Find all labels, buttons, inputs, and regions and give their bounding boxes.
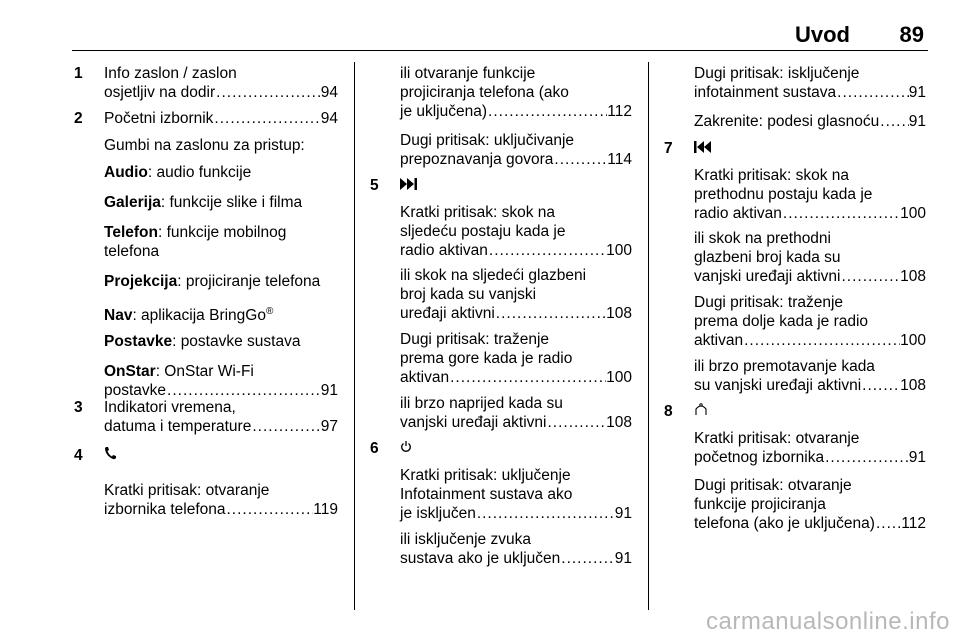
item-text: datuma i temperature [104, 418, 252, 435]
item-text: radio aktivan [694, 205, 782, 222]
list-item [104, 481, 338, 519]
item-text: sustava ako je uključen [400, 550, 561, 567]
toc-line [104, 83, 338, 102]
registered-mark: ® [265, 306, 274, 317]
page-header [72, 0, 928, 51]
item-text: početnog izbornika [694, 449, 825, 466]
item-text: osjetljiv na dodir [104, 84, 216, 101]
page-reference: 91 [908, 449, 926, 466]
item-text: Početni izbornik [104, 110, 214, 127]
toc-line [400, 304, 632, 323]
list-item [400, 466, 632, 523]
item-number: 4 [74, 447, 83, 464]
toc-line [400, 413, 632, 432]
item-text: je uključena) [400, 103, 488, 120]
definition: : aplikacija BringGo [132, 307, 266, 325]
toc-line [694, 204, 926, 223]
page-reference: 112 [901, 515, 926, 532]
toc-line [694, 448, 926, 467]
page-reference: 91 [614, 550, 632, 567]
toc-line [400, 504, 632, 523]
definition: telefona [104, 243, 160, 260]
term: Nav [104, 307, 133, 325]
item-text: ili skok na sljedeći glazbeni [400, 267, 587, 284]
list-item [694, 476, 926, 533]
item-text: infotainment sustava [694, 84, 837, 101]
item-number: 1 [74, 65, 83, 82]
item-text: Dugi pritisak: traženje [400, 331, 550, 348]
toc-line [400, 241, 632, 260]
term: Audio [104, 164, 148, 181]
definition: : OnStar Wi-Fi [155, 363, 254, 380]
toc-line [694, 331, 926, 350]
definition: : funkcije slike i filma [160, 194, 303, 211]
page-reference: 108 [900, 268, 926, 285]
item-text: je isključen [400, 505, 476, 522]
item-text: Kratki pritisak: uključenje [400, 467, 571, 484]
list-item [104, 163, 338, 182]
page-number: 89 [899, 22, 924, 47]
list-item [400, 330, 632, 387]
item-text: Dugi pritisak: otvaranje [694, 477, 852, 494]
toc-line [104, 109, 338, 128]
item-text: aktivan [694, 332, 744, 349]
list-item [400, 131, 632, 169]
page-reference: 119 [313, 501, 338, 518]
item-text: ili otvaranje funkcije [400, 65, 536, 82]
term: Telefon [104, 224, 158, 241]
item-text: Dugi pritisak: traženje [694, 294, 844, 311]
list-item [400, 394, 632, 432]
toc-line [104, 500, 338, 519]
page-reference: 91 [908, 113, 926, 130]
page-reference: 91 [908, 84, 926, 101]
toc-line [694, 83, 926, 102]
item-text: Kratki pritisak: skok na [400, 204, 556, 221]
list-item [104, 136, 338, 155]
item-text: glazbeni broj kada su [694, 249, 841, 266]
list-item [400, 266, 632, 323]
term: Galerija [104, 194, 161, 211]
item-number: 8 [664, 403, 673, 420]
toc-line [400, 102, 632, 121]
item-text: ili brzo premotavanje kada [694, 358, 875, 375]
item-text: broj kada su vanjski [400, 286, 537, 303]
page-reference: 91 [320, 382, 338, 399]
item-text: Kratki pritisak: otvaranje [694, 430, 860, 447]
column-divider [648, 62, 649, 610]
list-item [400, 530, 632, 568]
list-item [104, 109, 338, 128]
power-icon [400, 439, 412, 458]
item-text: projiciranja telefona (ako [400, 84, 569, 101]
item-text: Kratki pritisak: skok na [694, 167, 850, 184]
item-text: prepoznavanja govora [400, 151, 554, 168]
list-item [694, 229, 926, 286]
list-item [694, 293, 926, 350]
definition: : projiciranje telefona [177, 273, 321, 290]
item-text: Dugi pritisak: uključivanje [400, 132, 575, 149]
toc-line [694, 514, 926, 533]
item-text: telefona (ako je uključena) [694, 515, 875, 532]
list-item [694, 64, 926, 102]
item-text: radio aktivan [400, 242, 488, 259]
item-text: ili skok na prethodni [694, 230, 831, 247]
page-reference: 112 [607, 103, 632, 120]
page-reference: 114 [607, 151, 632, 168]
page-reference: 97 [320, 418, 338, 435]
item-number: 5 [370, 177, 379, 194]
item-text: Indikatori vremena, [104, 399, 236, 416]
list-item [694, 139, 926, 158]
toc-line [400, 549, 632, 568]
toc-line [104, 417, 338, 436]
page-reference: 94 [320, 110, 338, 127]
definition: : audio funkcije [147, 164, 252, 181]
list-item [104, 64, 338, 102]
list-item [104, 362, 338, 400]
phone-icon [104, 446, 116, 465]
item-number: 6 [370, 440, 379, 457]
page-reference: 94 [320, 84, 338, 101]
item-text: prethodnu postaju kada je [694, 186, 873, 203]
watermark: carmanualsonline.info [706, 608, 950, 635]
list-item [400, 176, 632, 195]
item-text: vanjski uređaji aktivni [400, 414, 547, 431]
page-reference: 100 [606, 242, 632, 259]
item-text: funkcije projiciranja [694, 496, 826, 513]
list-item [694, 429, 926, 467]
page-reference: 100 [606, 369, 632, 386]
item-text: Infotainment sustava ako [400, 486, 573, 503]
page-title: Uvod [795, 22, 850, 47]
list-item [400, 203, 632, 260]
item-number: 3 [74, 399, 83, 416]
item-text: su vanjski uređaji aktivni [694, 377, 862, 394]
toc-line [694, 112, 926, 131]
page-reference: 108 [606, 414, 632, 431]
item-text: izbornika telefona [104, 501, 226, 518]
item-text: prema dolje kada je radio [694, 313, 869, 330]
list-item [694, 112, 926, 131]
item-text: uređaji aktivni [400, 305, 495, 322]
list-item [104, 223, 338, 261]
column-divider [354, 62, 355, 610]
list-item [400, 64, 632, 121]
toc-line [400, 150, 632, 169]
item-number: 2 [74, 110, 83, 127]
list-item [694, 357, 926, 395]
list-item [104, 398, 338, 436]
item-text: sljedeću postaju kada je [400, 223, 566, 240]
list-item [400, 439, 632, 458]
item-text: Kratki pritisak: otvaranje [104, 482, 270, 499]
list-item [694, 402, 926, 421]
toc-line [694, 267, 926, 286]
home-icon [694, 402, 708, 421]
toc-line [400, 368, 632, 387]
term: Postavke [104, 333, 173, 350]
item-text: Gumbi na zaslonu za pristup: [104, 137, 305, 154]
item-number: 7 [664, 140, 673, 157]
item-text: aktivan [400, 369, 450, 386]
list-item [104, 302, 338, 325]
item-text: Dugi pritisak: isključenje [694, 65, 860, 82]
page-reference: 100 [900, 332, 926, 349]
definition: : funkcije mobilnog [157, 224, 287, 241]
item-text: ili isključenje zvuka [400, 531, 531, 548]
item-text: Zakrenite: podesi glasnoću [694, 113, 880, 130]
item-text: vanjski uređaji aktivni [694, 268, 841, 285]
item-text: ili brzo naprijed kada su [400, 395, 563, 412]
item-text: postavke [104, 382, 167, 399]
previous-track-icon [694, 139, 712, 158]
page-reference: 108 [606, 305, 632, 322]
page-reference: 108 [900, 377, 926, 394]
next-track-icon [400, 176, 418, 195]
item-text: prema gore kada je radio [400, 350, 573, 367]
toc-line [694, 376, 926, 395]
list-item [694, 166, 926, 223]
definition: : postavke sustava [172, 333, 301, 350]
page-reference: 91 [614, 505, 632, 522]
list-item [104, 332, 338, 351]
list-item [104, 272, 338, 291]
term: Projekcija [104, 273, 178, 290]
term: OnStar [104, 363, 156, 380]
page-reference: 100 [900, 205, 926, 222]
item-text: Info zaslon / zaslon [104, 65, 237, 82]
list-item [104, 446, 338, 465]
list-item [104, 193, 338, 212]
